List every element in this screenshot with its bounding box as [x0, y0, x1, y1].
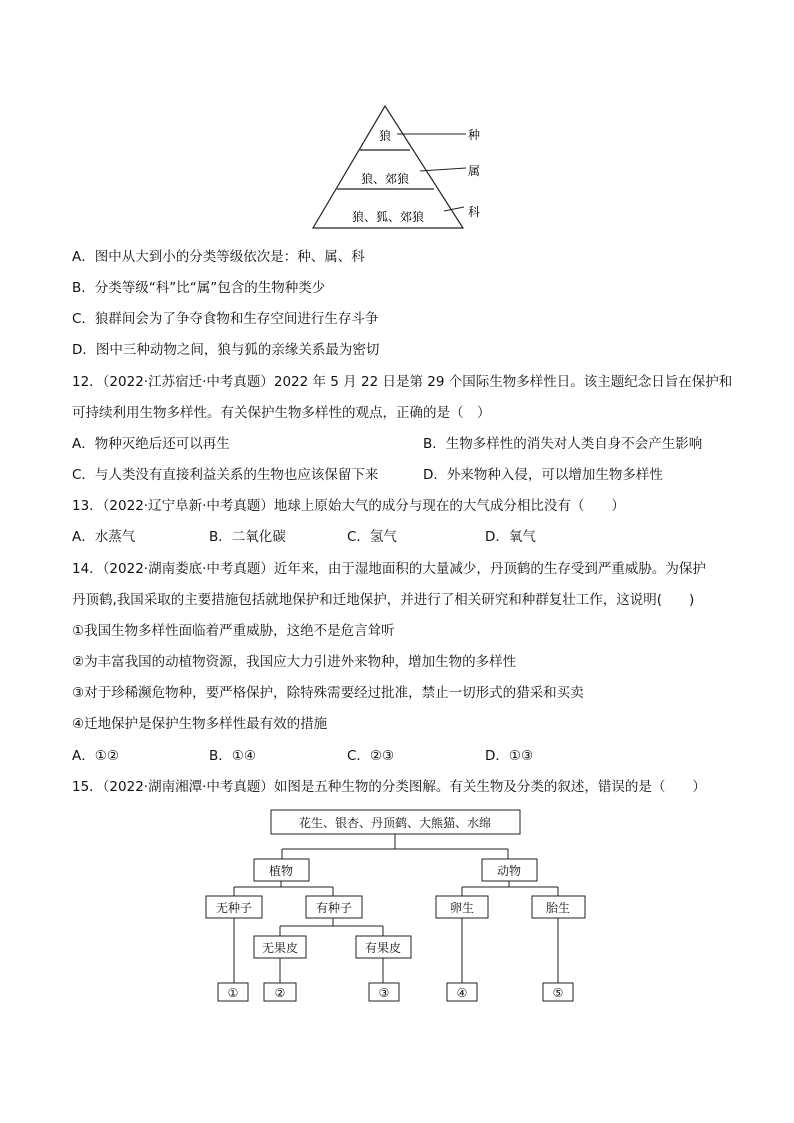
pyramid-middle-text: 狼、郊狼	[360, 172, 410, 186]
q14-option-b: B．①④	[209, 748, 256, 764]
q11-option-b: B．分类等级“科”比“属”包含的生物种类少	[72, 280, 326, 296]
tree-leaf-5: ⑤	[552, 986, 564, 1000]
q14-statement-3: ③对于珍稀濒危物种，要严格保护，除特殊需要经过批准，禁止一切形式的猎采和买卖	[72, 685, 584, 701]
q14-stem-line2: 丹顶鹤,我国采取的主要措施包括就地保护和迁地保护，并进行了相关研究和种群复壮工作，这说明( )	[72, 592, 695, 608]
q13-option-c: C．氢气	[347, 529, 397, 545]
tree-oviparous-text: 卵生	[449, 901, 475, 915]
q13-option-a: A．水蒸气	[72, 529, 136, 545]
q14-option-d: D．①③	[485, 748, 534, 764]
tree-no-seed-text: 无种子	[215, 901, 253, 915]
q14-stem-line1: 14．（2022·湖南娄底·中考真题）近年来，由于湿地面积的大量减少，丹顶鹤的生存受到严重威胁。为保护	[72, 561, 706, 577]
q12-option-b: B．生物多样性的消失对人类自身不会产生影响	[423, 436, 703, 452]
tree-animal-text: 动物	[496, 864, 522, 878]
q13-option-d: D．氧气	[485, 529, 536, 545]
tree-leaf-4: ④	[456, 986, 468, 1000]
q14-statement-2: ②为丰富我国的动植物资源，我国应大力引进外来物种，增加生物的多样性	[72, 654, 517, 670]
q12-stem-line2: 可持续利用生物多样性。有关保护生物多样性的观点，正确的是（ ）	[72, 405, 491, 421]
tree-leaf-1: ①	[227, 986, 239, 1000]
q12-stem-line1: 12．（2022·江苏宿迁·中考真题）2022 年 5 月 22 日是第 29 个国际生物多样性日。该主题纪念日旨在保护和	[72, 374, 733, 390]
pyramid-bottom-text: 狼、狐、郊狼	[351, 210, 425, 224]
q12-option-a: A．物种灭绝后还可以再生	[72, 436, 230, 452]
q15-stem: 15．（2022·湖南湘潭·中考真题）如图是五种生物的分类图解。有关生物及分类的叙述，错误的是（ ）	[72, 779, 706, 795]
q13-option-b: B．二氧化碳	[209, 529, 286, 545]
q14-statement-4: ④迁地保护是保护生物多样性最有效的措施	[72, 716, 328, 732]
tree-leaf-2: ②	[274, 986, 286, 1000]
q11-option-c: C．狼群间会为了争夺食物和生存空间进行生存斗争	[72, 311, 379, 327]
q14-statement-1: ①我国生物多样性面临着严重威胁，这绝不是危言耸听	[72, 623, 395, 639]
tree-has-seed-text: 有种子	[315, 901, 353, 915]
pyramid-top-text: 狼	[378, 129, 392, 143]
q11-option-d: D．图中三种动物之间，狼与狐的亲缘关系最为密切	[72, 342, 380, 358]
tree-no-pericarp-text: 无果皮	[261, 941, 299, 955]
tree-plant-text: 植物	[268, 864, 294, 878]
label-genus: 属	[468, 164, 481, 178]
label-family: 科	[468, 205, 481, 219]
label-species: 种	[468, 128, 481, 142]
tree-viviparous-text: 胎生	[545, 901, 571, 915]
q11-option-a: A．图中从大到小的分类等级依次是：种、属、科	[72, 249, 365, 265]
q12-option-c: C．与人类没有直接利益关系的生物也应该保留下来	[72, 467, 379, 483]
tree-leaf-3: ③	[378, 986, 390, 1000]
tree-has-pericarp-text: 有果皮	[364, 941, 402, 955]
q13-stem: 13．（2022·辽宁阜新·中考真题）地球上原始大气的成分与现在的大气成分相比没有（ ）	[72, 498, 625, 514]
q14-option-c: C．②③	[347, 748, 395, 764]
q14-option-a: A．①②	[72, 748, 119, 764]
q12-option-d: D．外来物种入侵，可以增加生物多样性	[423, 467, 663, 483]
tree-root-text: 花生、银杏、丹顶鹤、大熊猫、水绵	[298, 816, 492, 830]
